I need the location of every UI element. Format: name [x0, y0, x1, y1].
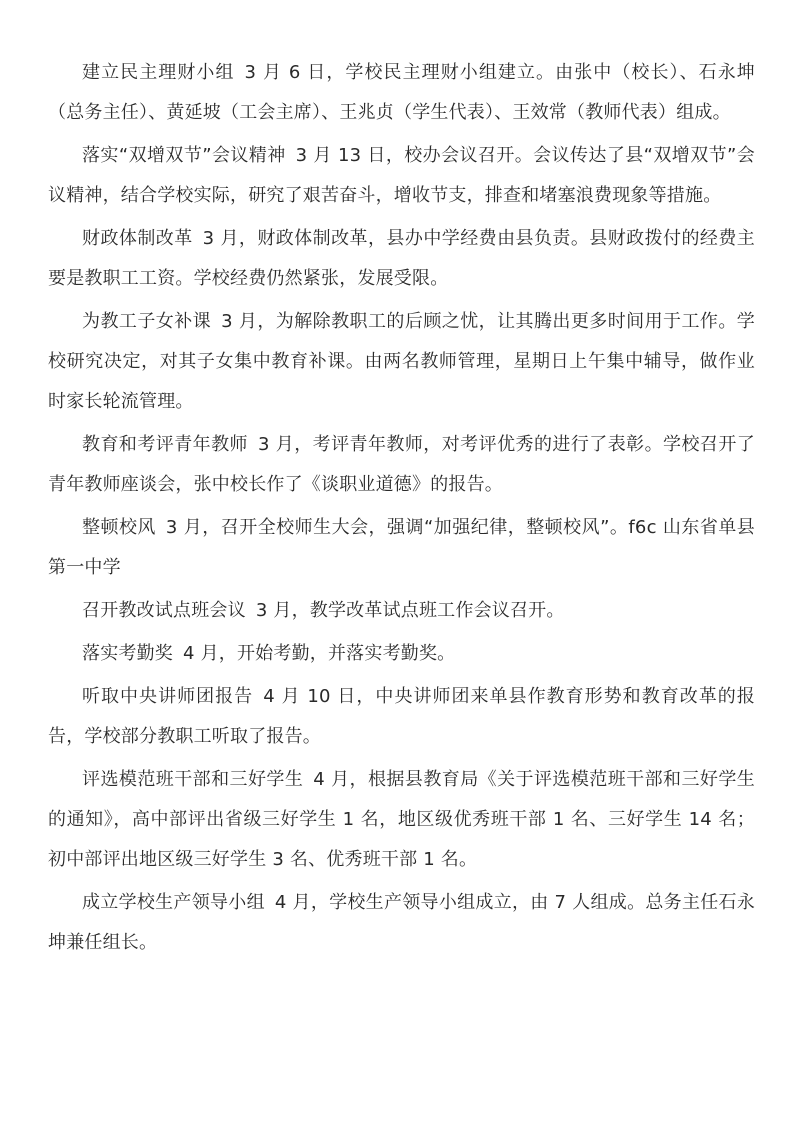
entry-heading: 建立民主理财小组 [82, 62, 235, 83]
entry-heading: 财政体制改革 [82, 228, 193, 249]
entry-heading: 听取中央讲师团报告 [82, 686, 254, 707]
entry-heading: 落实“双增双节”会议精神 [82, 145, 286, 166]
entry-heading: 召开教改试点班会议 [82, 600, 246, 621]
entry-paragraph [48, 53, 755, 133]
entry-paragraph [48, 634, 755, 674]
entry-text: 4 月，开始考勤，并落实考勤奖。 [183, 643, 456, 664]
entry-paragraph [48, 591, 755, 631]
entry-heading: 落实考勤奖 [82, 643, 173, 664]
entry-heading: 评选模范班干部和三好学生 [82, 769, 304, 790]
entry-text: 4 月 10 日，中央讲师团来单县作教育形势和教育改革的报告，学校部分教职工听取了报告。 [48, 686, 755, 747]
entry-text: 3 月，考评青年教师，对考评优秀的进行了表彰。学校召开了青年教师座谈会，张中校长作了《谈职业道德》的报告。 [48, 434, 755, 495]
entry-paragraph [48, 508, 755, 588]
entry-text: 4 月，根据县教育局《关于评选模范班干部和三好学生的通知》，高中部评出省级三好学生 1 名，地区级优秀班干部 1 名、三好学生 14 名；初中部评出地区级三好学生 3 名、优秀班干部 1 名。 [48, 769, 756, 870]
entry-paragraph [48, 136, 755, 216]
entry-text: 3 月，教学改革试点班工作会议召开。 [255, 600, 565, 621]
entry-heading: 为教工子女补课 [82, 311, 212, 332]
entry-paragraph [48, 760, 755, 880]
entry-paragraph [48, 219, 755, 299]
entry-heading: 教育和考评青年教师 [82, 434, 248, 455]
entry-paragraph [48, 302, 755, 422]
entry-text: 3 月，财政体制改革，县办中学经费由县负责。县财政拨付的经费主要是教职工工资。学校经费仍然紧张，发展受限。 [48, 228, 756, 289]
entry-text: 3 月，召开全校师生大会，强调“加强纪律，整顿校风”。f6c 山东省单县第一中学 [48, 517, 755, 578]
entry-paragraph [48, 677, 755, 757]
entry-text: 4 月，学校生产领导小组成立，由 7 人组成。总务主任石永坤兼任组长。 [48, 892, 755, 953]
entry-heading: 成立学校生产领导小组 [82, 892, 265, 913]
entry-text: 3 月 6 日，学校民主理财小组建立。由张中（校长）、石永坤（总务主任）、黄延坡（工会主席）、王兆贞（学生代表）、王效常（教师代表）组成。 [48, 62, 755, 123]
entry-text: 3 月 13 日，校办会议召开。会议传达了县“双增双节”会议精神，结合学校实际，研究了艰苦奋斗，增收节支，排查和堵塞浪费现象等措施。 [48, 145, 755, 206]
entry-text: 3 月，为解除教职工的后顾之忧，让其腾出更多时间用于工作。学校研究决定，对其子女集中教育补课。由两名教师管理，星期日上午集中辅导，做作业时家长轮流管理。 [48, 311, 756, 412]
entry-paragraph [48, 883, 755, 963]
entry-paragraph [48, 425, 755, 505]
entry-heading: 整顿校风 [82, 517, 156, 538]
